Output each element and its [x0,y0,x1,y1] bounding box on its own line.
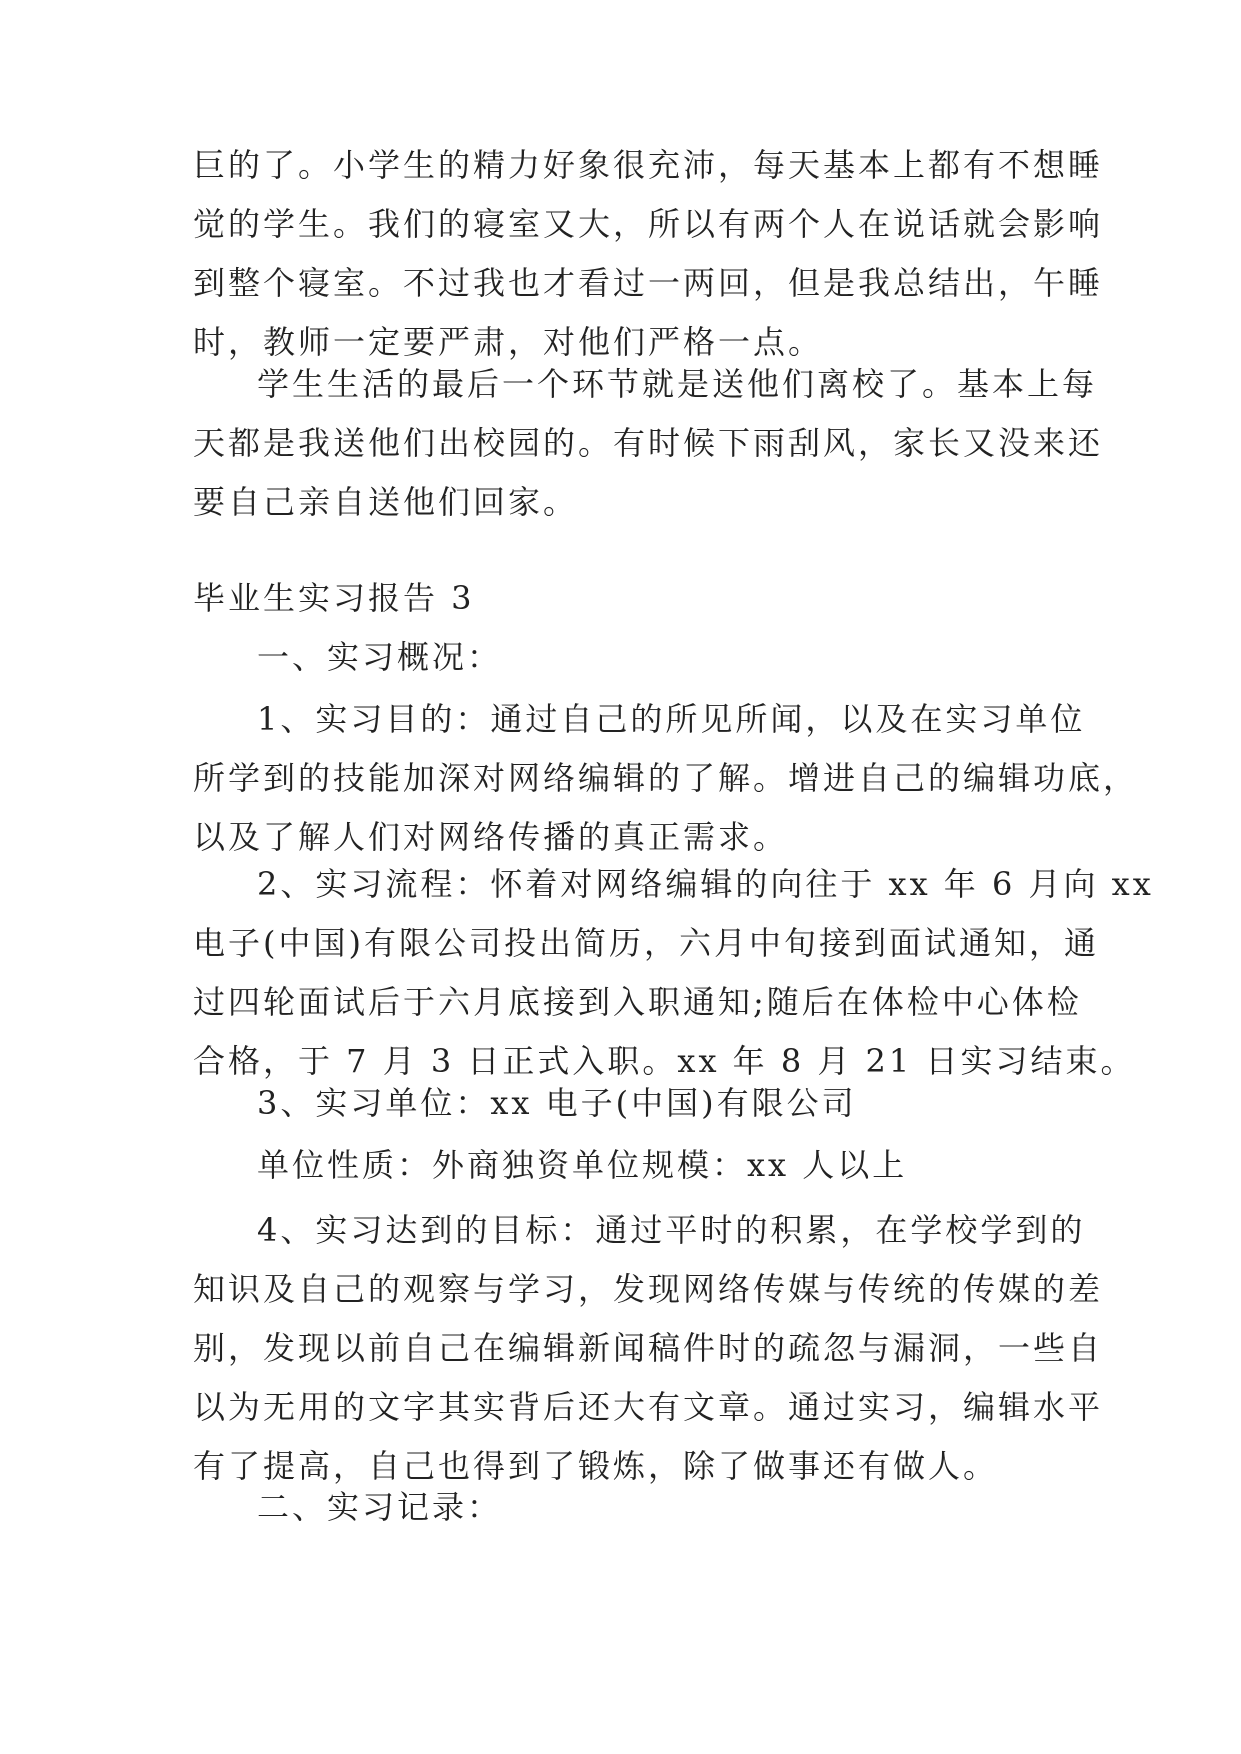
paragraph-line: 时，教师一定要严肃，对他们严格一点。 [193,323,824,361]
paragraph-line: 过四轮面试后于六月底接到入职通知;随后在体检中心体检 [193,983,1082,1021]
paragraph-line: 有了提高，自己也得到了锻炼，除了做事还有做人。 [193,1447,999,1485]
paragraph-line: 2、实习流程：怀着对网络编辑的向往于 xx 年 6 月向 xx [257,865,1154,903]
paragraph-line: 知识及自己的观察与学习，发现网络传媒与传统的传媒的差 [193,1270,1104,1308]
paragraph-line: 觉的学生。我们的寝室又大，所以有两个人在说话就会影响 [193,205,1104,243]
paragraph-purpose [193,690,1139,867]
paragraph-line: 所学到的技能加深对网络编辑的了解。增进自己的编辑功底， [193,759,1139,797]
paragraph-nap-supervision [193,136,1104,372]
paragraph-dismissal [193,355,1104,532]
section-heading-overview [193,628,1053,687]
heading-line: 毕业生实习报告 3 [193,579,475,617]
paragraph-line: 1、实习目的：通过自己的所见所闻，以及在实习单位 [257,700,1086,738]
paragraph-line: 天都是我送他们出校园的。有时候下雨刮风，家长又没来还 [193,424,1104,462]
paragraph-line: 以及了解人们对网络传播的真正需求。 [193,818,789,856]
paragraph-line: 3、实习单位：xx 电子(中国)有限公司 [257,1084,857,1122]
paragraph-line: 巨的了。小学生的精力好象很充沛，每天基本上都有不想睡 [193,146,1104,184]
paragraph-line: 到整个寝室。不过我也才看过一两回，但是我总结出，午睡 [193,264,1104,302]
paragraph-goals [193,1201,1104,1496]
heading-line: 二、实习记录： [257,1488,503,1526]
paragraph-line: 单位性质：外商独资单位规模：xx 人以上 [257,1146,908,1184]
section-heading-records [193,1478,1053,1537]
paragraph-unit [193,1074,1053,1133]
paragraph-line: 电子(中国)有限公司投出简历，六月中旬接到面试通知，通 [193,924,1099,962]
heading-line: 一、实习概况： [257,638,503,676]
report-heading [193,569,1053,628]
paragraph-line: 别，发现以前自己在编辑新闻稿件时的疏忽与漏洞，一些自 [193,1329,1104,1367]
paragraph-line: 要自己亲自送他们回家。 [193,483,579,521]
paragraph-line: 合格，于 7 月 3 日正式入职。xx 年 8 月 21 日实习结束。 [193,1042,1136,1080]
paragraph-line: 学生生活的最后一个环节就是送他们离校了。基本上每 [257,365,1098,403]
paragraph-line: 以为无用的文字其实背后还大有文章。通过实习，编辑水平 [193,1388,1104,1426]
paragraph-process [193,855,1154,1091]
paragraph-line: 4、实习达到的目标：通过平时的积累，在学校学到的 [257,1211,1086,1249]
paragraph-unit-nature [193,1136,1053,1195]
